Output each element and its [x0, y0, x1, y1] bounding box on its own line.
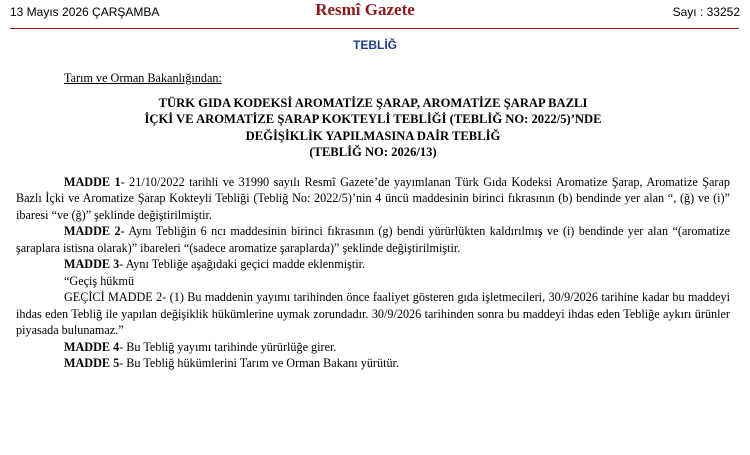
article-text: - Aynı Tebliğin 6 ncı maddesinin birinci fıkrasının (g) bendi yürürlükten kaldırılmış ve (i) bendinde yer alan “(aromatize şaraplara istisna olarak)” ibareleri “(sadece aromatize şaraplarda)” şeklinde değiştirilmiştir. — [16, 224, 730, 255]
article-1 — [16, 174, 730, 224]
article-text: - Bu Tebliğ hükümlerini Tarım ve Orman Bakanı yürütür. — [119, 356, 399, 370]
article-3 — [16, 256, 730, 273]
title-line: İÇKİ VE AROMATİZE ŞARAP KOKTEYLİ TEBLİĞİ (TEBLİĞ NO: 2022/5)’NDE — [144, 112, 602, 126]
title-line: DEĞİŞİKLİK YAPILMASINA DAİR TEBLİĞ — [245, 128, 501, 143]
header-issue-number: Sayı : 33252 — [672, 5, 740, 19]
article-text: - Bu Tebliğ yayımı tarihinde yürürlüğe girer. — [119, 339, 337, 354]
section-heading: TEBLİĞ — [353, 38, 397, 52]
article-4 — [16, 339, 730, 356]
article-text: - Aynı Tebliğe aşağıdaki geçici madde eklenmiştir. — [119, 257, 366, 271]
article-label: MADDE 5 — [64, 356, 120, 370]
article-label: MADDE 2 — [64, 224, 121, 238]
document-body — [16, 70, 730, 372]
gazette-title: Resmî Gazete — [315, 0, 415, 19]
article-2 — [16, 223, 730, 256]
article-label: MADDE 4 — [64, 339, 120, 354]
header-divider — [10, 28, 739, 29]
title-line: (TEBLİĞ NO: 2026/13) — [309, 145, 437, 159]
temporary-article — [16, 289, 730, 339]
issuing-ministry: Tarım ve Orman Bakanlığından: — [64, 71, 222, 85]
paragraph-text: “Geçiş hükmü — [64, 273, 135, 288]
paragraph-text: GEÇİCİ MADDE 2- (1) Bu maddenin yayımı tarihinden önce faaliyet gösteren gıda işletmecileri, 30/9/2026 tarihine kadar bu maddeyi ihdas eden Tebliğ ile yapılan değişiklik hükümlerine uymak zorundadır. 30/9/2026 tarihinden sonra bu maddeyi ihdas eden Tebliğe aykırı ürünler piyasada bulunamaz.” — [16, 290, 730, 337]
header-date: 13 Mayıs 2026 ÇARŞAMBA — [10, 5, 160, 19]
article-5 — [16, 355, 730, 372]
article-label: MADDE 1 — [64, 174, 121, 189]
title-line: TÜRK GIDA KODEKSİ AROMATİZE ŞARAP, AROMATİZE ŞARAP BAZLI — [158, 95, 588, 110]
transition-heading — [16, 273, 730, 290]
article-text: - 21/10/2022 tarihli ve 31990 sayılı Resmî Gazete’de yayımlanan Türk Gıda Kodeksi Aromatize Şarap, Aromatize Şarap Bazlı İçki ve Aromatize Şarap Kokteyli Tebliği (Tebliğ No: 2022/5)’nin 4 üncü maddesinin birinci fıkrasının (b) bendinde yer alan “, (ğ) ve (i)” ibaresi “ve (ğ)” şeklinde değiştirilmiştir. — [16, 174, 730, 222]
article-label: MADDE 3 — [64, 257, 120, 271]
document-title — [16, 95, 730, 161]
